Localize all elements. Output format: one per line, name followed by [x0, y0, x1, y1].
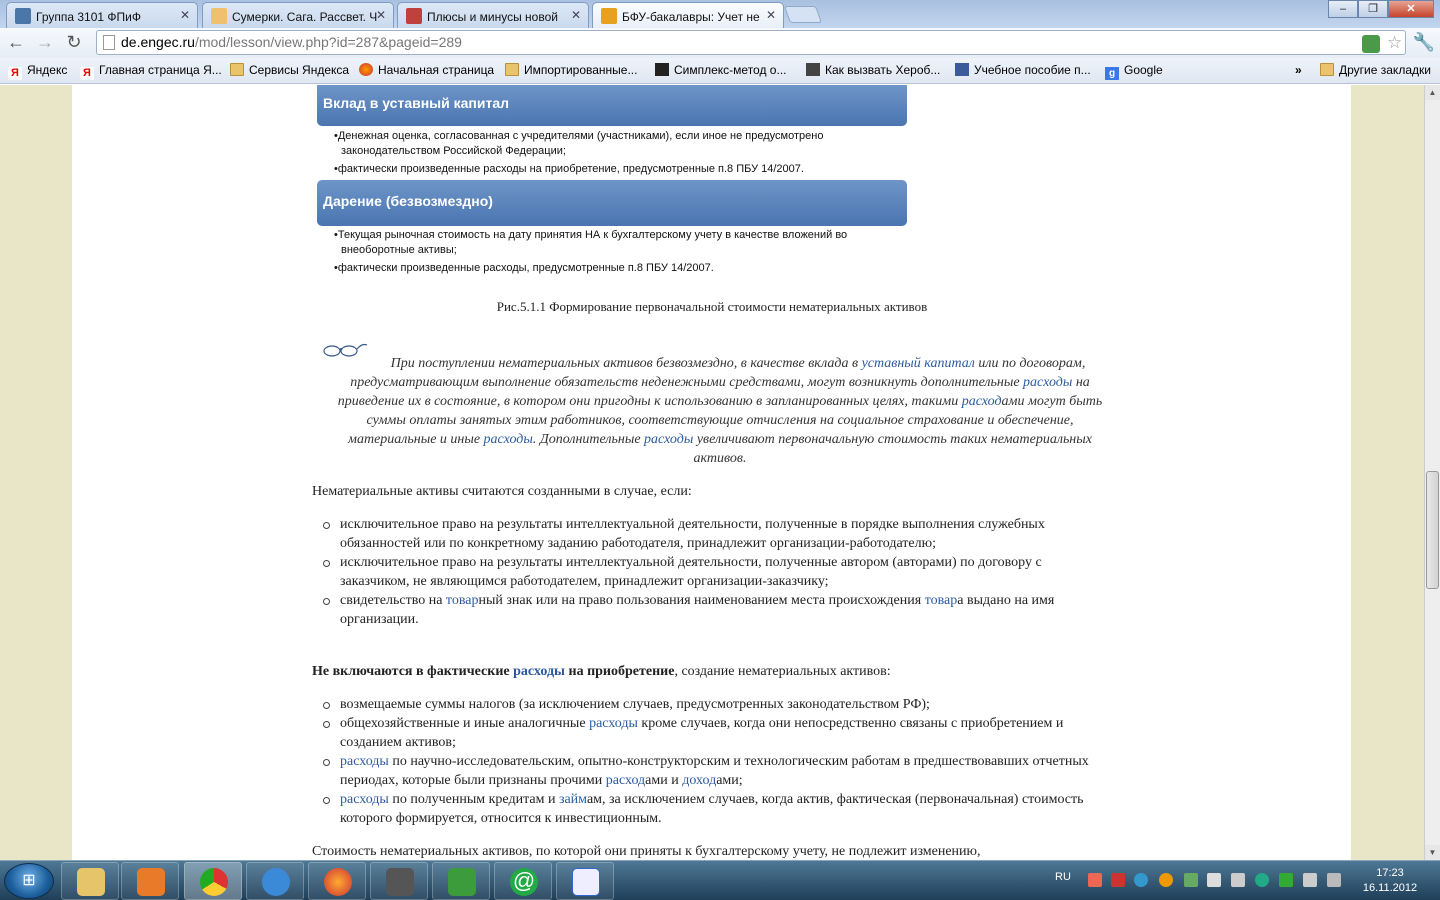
close-icon[interactable]: ✕	[570, 8, 581, 22]
figure-bullet: •фактически произведенные расходы, предусмотренные п.8 ПБУ 14/2007.	[334, 262, 714, 274]
other-bookmarks[interactable]	[1320, 63, 1431, 77]
reload-button[interactable]: ↻	[66, 32, 82, 52]
vertical-scrollbar[interactable]	[1424, 85, 1440, 860]
bookmark-label: Яндекс	[27, 63, 68, 77]
taskbar-word[interactable]	[556, 862, 614, 900]
note-text: увеличивают первоначальную стоимость таких нематериальных активов.	[693, 432, 1092, 466]
list-text: кроме случаев, когда они непосредственно связаны с приобретением и созданием активов;	[340, 716, 1064, 750]
bold-text: Не включаются в фактические	[312, 664, 514, 679]
chrome-icon	[200, 868, 228, 896]
language-indicator[interactable]: RU	[1055, 871, 1071, 883]
glossary-link[interactable]: расходы	[340, 792, 389, 807]
bookmark-google[interactable]	[1105, 63, 1163, 80]
tray-icon[interactable]	[1134, 873, 1148, 887]
star-icon[interactable]: ☆	[1387, 33, 1403, 52]
scroll-down-arrow[interactable]: ▼	[1425, 845, 1440, 860]
glossary-link[interactable]: расходы	[589, 716, 638, 731]
wrench-icon[interactable]: 🔧	[1412, 32, 1436, 52]
new-tab-button[interactable]	[784, 6, 822, 23]
word-document-icon	[572, 868, 600, 896]
page-content	[0, 85, 1424, 860]
at-sign-icon: @	[510, 868, 538, 896]
glossary-link[interactable]: товар	[445, 593, 479, 608]
network-icon[interactable]	[1303, 873, 1317, 887]
close-window-button[interactable]: ✕	[1388, 0, 1434, 18]
excluded-list	[312, 695, 1102, 828]
taskbar-minecraft[interactable]	[432, 862, 490, 900]
info-note	[330, 354, 1110, 468]
internet-explorer-icon	[262, 868, 290, 896]
close-icon[interactable]: ✕	[179, 8, 190, 22]
bookmark-label: Импортированные...	[524, 63, 638, 77]
glossary-link[interactable]: расходы	[1023, 375, 1073, 390]
moodle-icon	[601, 8, 617, 24]
folder-icon	[1320, 63, 1334, 76]
tray-icon[interactable]	[1327, 873, 1341, 887]
list-item: возмещаемые суммы налогов (за исключением случаев, предусмотренных законодательством РФ);	[312, 695, 1102, 714]
chart-icon	[406, 8, 422, 24]
list-item	[312, 591, 1102, 629]
glossary-link[interactable]: товар	[924, 593, 958, 608]
volume-icon[interactable]	[1231, 873, 1245, 887]
scroll-thumb[interactable]	[1426, 471, 1439, 589]
bookmark-label: Как вызвать Хероб...	[825, 63, 941, 77]
back-button[interactable]: ←	[7, 32, 25, 52]
figure-block-donation-title: Дарение (безвозмездно)	[317, 180, 907, 226]
taskbar-mail-agent[interactable]	[494, 862, 552, 900]
address-bar[interactable]	[96, 30, 1406, 55]
list-item	[312, 752, 1102, 790]
url-path: /mod/lesson/view.php?id=287&pageid=289	[194, 34, 462, 50]
bookmark-yandex[interactable]	[8, 63, 67, 80]
extension-icon[interactable]	[1362, 35, 1380, 53]
figure-bullet: •Текущая рыночная стоимость на дату принятия НА к бухгалтерскому учету в качестве вложений во внеоборотные активы;	[334, 229, 848, 256]
para-text: , создание нематериальных активов:	[674, 664, 891, 679]
tank-icon	[386, 868, 414, 896]
list-text: ам, за исключением случаев, когда актив, фактическая (первоначальная) стоимость которого формируется, относится к инвестиционным.	[340, 792, 1084, 826]
bookmark-start-page[interactable]	[359, 63, 494, 77]
note-text: или по договорам, предусматривающим выполнение обязательств неденежными средствами, могут возникнуть дополнительные	[350, 356, 1086, 390]
page-margin-left	[0, 85, 72, 860]
firefox-icon	[359, 63, 373, 76]
glossary-link[interactable]: расход	[961, 394, 1002, 409]
glossary-link[interactable]: расходы	[483, 432, 533, 447]
bookmark-simplex[interactable]	[655, 63, 786, 77]
tray-icon[interactable]	[1111, 873, 1125, 887]
bookmark-label: Симплекс-метод о...	[674, 63, 787, 77]
bookmark-imported[interactable]	[505, 63, 637, 77]
clock[interactable]	[1352, 866, 1428, 896]
tab-twilight[interactable]	[202, 2, 394, 28]
browser-toolbar	[0, 28, 1440, 58]
note-text: ами могут быть суммы оплаты занятых этим работников, соответствующие отчисления на социальное страхование и обеспечение, материальные и иные	[348, 394, 1103, 447]
folder-icon	[505, 63, 519, 76]
tab-title: БФУ-бакалавры: Учет не	[622, 10, 760, 24]
tab-vk-group[interactable]	[6, 2, 198, 28]
bookmark-yandex-services[interactable]	[230, 63, 349, 77]
glossary-link[interactable]: расход	[605, 773, 646, 788]
bookmark-label: Учебное пособие п...	[974, 63, 1091, 77]
list-text: ами;	[716, 773, 743, 788]
created-intro: Нематериальные активы считаются созданными в случае, если:	[312, 484, 692, 499]
bookmark-label: Другие закладки	[1339, 63, 1431, 77]
close-icon[interactable]: ✕	[375, 8, 386, 22]
list-item: исключительное право на результаты интеллектуальной деятельности, полученные автором (авторами) по договору с заказчиком, не являющимся работодателем, принадлежит организации-заказчику;	[312, 553, 1102, 591]
start-button[interactable]: ⊞	[4, 863, 54, 899]
tab-pros-cons[interactable]	[397, 2, 589, 28]
taskbar-firefox[interactable]	[308, 862, 366, 900]
bookmark-label: Сервисы Яндекса	[249, 63, 350, 77]
bookmark-label: Начальная страница	[378, 63, 495, 77]
yandex-icon: Я	[80, 67, 94, 80]
tray-icon[interactable]	[1159, 873, 1173, 887]
list-text: общехозяйственные и иные аналогичные	[340, 716, 590, 731]
close-icon[interactable]: ✕	[765, 8, 776, 22]
battery-icon[interactable]	[1279, 873, 1293, 887]
google-icon: g	[1105, 67, 1119, 80]
list-text: ами и	[645, 773, 683, 788]
firefox-icon	[324, 868, 352, 896]
figure-caption: Рис.5.1.1 Формирование первоначальной стоимости нематериальных активов	[496, 299, 928, 314]
list-text: по научно-исследовательским, опытно-конструкторским и технологическим работам в предшествовавших отчетных периодах, которые были признаны прочими	[340, 754, 1089, 788]
bold-text: на приобретение	[565, 664, 675, 679]
flag-icon[interactable]	[1207, 873, 1221, 887]
clock-date: 16.11.2012	[1362, 882, 1418, 894]
cost-paragraph: Стоимость нематериальных активов, по которой они приняты к бухгалтерскому учету, не подлежит изменению,	[312, 844, 981, 859]
taskbar-explorer[interactable]	[61, 862, 119, 900]
taskbar-media-player[interactable]	[121, 862, 179, 900]
figure-bullet: •фактически произведенные расходы на приобретение, предусмотренные п.8 ПБУ 14/2007.	[334, 163, 804, 175]
taskbar-world-of-tanks[interactable]	[370, 862, 428, 900]
taskbar-ie[interactable]	[246, 862, 304, 900]
bookmark-label: Главная страница Я...	[99, 63, 222, 77]
list-item: исключительное право на результаты интеллектуальной деятельности, полученные в порядке выполнения служебных обязанностей или по конкретному заданию работодателя, принадлежит организации-работодателю;	[312, 515, 1102, 553]
clock-time: 17:23	[1376, 867, 1404, 879]
more-bookmarks-button[interactable]: »	[1295, 63, 1302, 77]
tab-bfu-active[interactable]	[592, 2, 784, 28]
graduation-icon	[655, 63, 669, 76]
taskbar	[0, 860, 1440, 900]
list-text: а выдано на имя организации.	[340, 593, 1055, 627]
folder-icon	[230, 63, 244, 76]
created-conditions-list	[312, 515, 1102, 629]
figure-block-contribution-title: Вклад в уставный капитал	[317, 85, 907, 126]
glossary-link[interactable]: расходы	[340, 754, 389, 769]
scroll-up-arrow[interactable]: ▲	[1425, 85, 1440, 100]
tray-icon[interactable]	[1088, 873, 1102, 887]
url-host: de.engec.ru	[121, 34, 195, 50]
tab-title: Сумерки. Сага. Рассвет. Ч	[232, 10, 378, 24]
utorrent-icon[interactable]	[1255, 873, 1269, 887]
bookmark-yandex-home[interactable]	[80, 63, 222, 80]
list-item	[312, 714, 1102, 752]
bookmarks-bar	[0, 58, 1440, 84]
folder-icon	[77, 868, 105, 896]
page-icon	[103, 35, 115, 50]
book-icon	[955, 63, 969, 76]
bookmark-herobrine[interactable]	[806, 63, 940, 77]
cursor-icon	[806, 63, 820, 76]
glossary-link[interactable]: займ	[558, 792, 587, 807]
glossary-link[interactable]: расходы	[644, 432, 694, 447]
tab-title: Плюсы и минусы новой	[427, 10, 558, 24]
list-item	[312, 790, 1102, 828]
glossary-link[interactable]: уставный капитал	[861, 356, 975, 371]
figure-block-contribution-items	[334, 129, 894, 180]
forward-button[interactable]: →	[36, 32, 54, 52]
maximize-button[interactable]: ❐	[1358, 0, 1388, 18]
yandex-icon: Я	[8, 67, 22, 80]
glossary-link[interactable]: доход	[682, 773, 717, 788]
bookmark-textbook[interactable]	[955, 63, 1091, 77]
media-player-icon	[137, 868, 165, 896]
glossary-link[interactable]: расходы	[513, 664, 565, 679]
page-icon	[211, 8, 227, 24]
figure-block-donation-items	[334, 228, 894, 279]
taskbar-chrome[interactable]	[184, 862, 242, 900]
note-text: При поступлении нематериальных активов безвозмездно, в качестве вклада в	[390, 356, 862, 371]
tab-strip	[0, 0, 1440, 28]
bookmark-label: Google	[1124, 63, 1163, 77]
vk-icon	[15, 8, 31, 24]
minimize-button[interactable]: –	[1328, 0, 1358, 18]
list-text: по полученным кредитам и	[388, 792, 559, 807]
list-text: ный знак или на право пользования наименованием места происхождения	[478, 593, 925, 608]
note-text: на приведение их в состояние, в котором они пригодны к использованию в запланированных целях, такими	[337, 375, 1090, 409]
page-margin-right	[1351, 85, 1424, 860]
excluded-heading	[312, 662, 1102, 681]
figure-bullet: •Денежная оценка, согласованная с учредителями (участниками), если иное не предусмотрено законодательством Российской Федерации;	[334, 130, 824, 157]
creeper-icon	[448, 868, 476, 896]
tray-icon[interactable]	[1184, 873, 1198, 887]
tab-title: Группа 3101 ФПиФ	[36, 10, 141, 24]
list-text: свидетельство на	[340, 593, 446, 608]
note-text: . Дополнительные	[532, 432, 645, 447]
url-text[interactable]	[121, 34, 462, 50]
